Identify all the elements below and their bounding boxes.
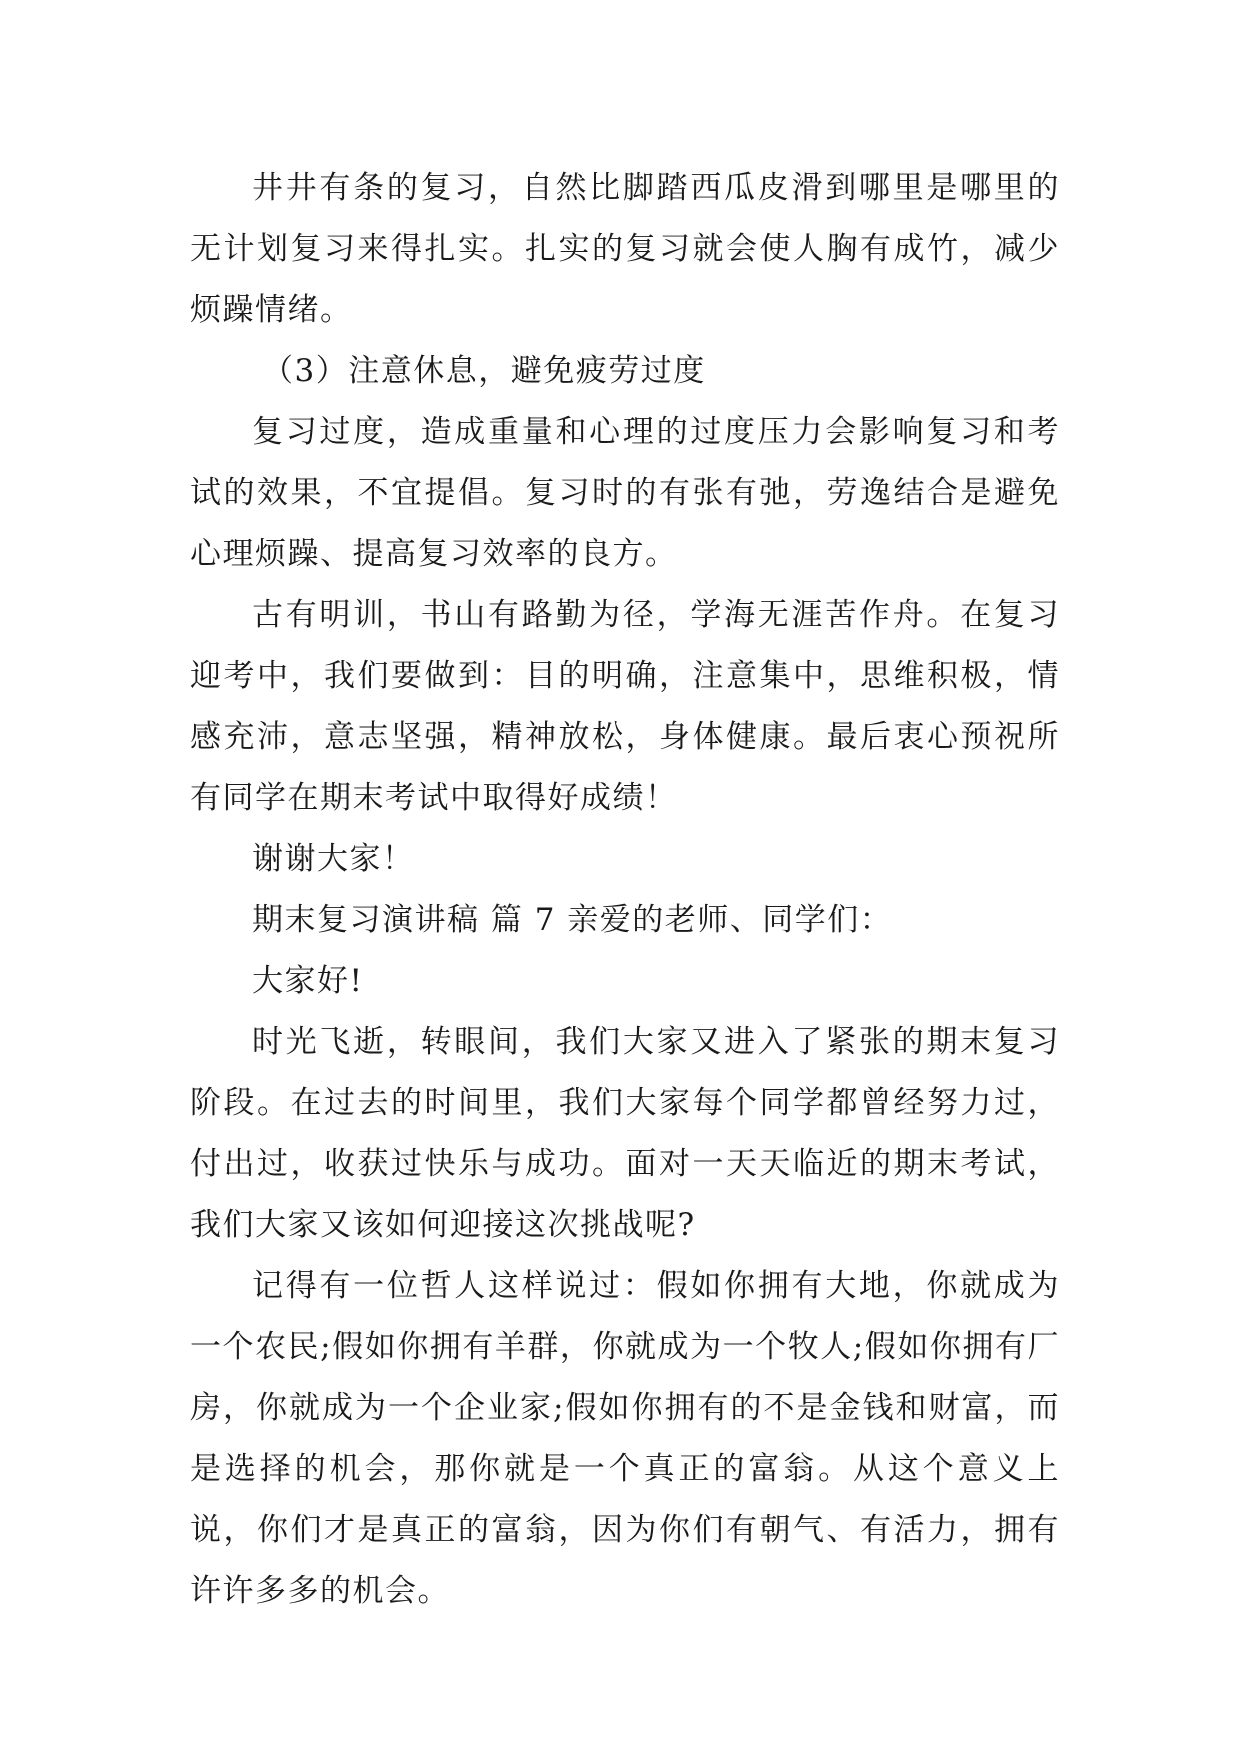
paragraph-philosopher: 记得有一位哲人这样说过：假如你拥有大地，你就成为一个农民;假如你拥有羊群，你就成为一个牧人;假如你拥有厂房，你就成为一个企业家;假如你拥有的不是金钱和财富，而是选择的机会，那你就是一个真正的富翁。从这个意义上说，你们才是真正的富翁，因为你们有朝气、有活力，拥有许许多多的机会。 (190, 1268, 1060, 1609)
document-body (190, 158, 1060, 1622)
paragraph-orderly-review: 井井有条的复习，自然比脚踏西瓜皮滑到哪里是哪里的无计划复习来得扎实。扎实的复习就会使人胸有成竹，减少烦躁情绪。 (190, 170, 1060, 328)
paragraph-ancient-motto: 古有明训，书山有路勤为径，学海无涯苦作舟。在复习迎考中，我们要做到：目的明确，注意集中，思维积极，情感充沛，意志坚强，精神放松，身体健康。最后衷心预祝所有同学在期末考试中取得好成绩！ (190, 597, 1060, 816)
paragraph-thanks: 谢谢大家！ (252, 841, 415, 877)
paragraph-greeting: 大家好! (252, 963, 364, 999)
speech-heading: 期末复习演讲稿 篇 7 亲爱的老师、同学们： (252, 902, 893, 938)
paragraph-time-flies: 时光飞逝，转眼间，我们大家又进入了紧张的期末复习阶段。在过去的时间里，我们大家每个同学都曾经努力过，付出过，收获过快乐与成功。面对一天天临近的期末考试，我们大家又该如何迎接这次挑战呢? (190, 1024, 1060, 1243)
subheading-rest: （3）注意休息，避免疲劳过度 (262, 353, 706, 389)
paragraph-overreview: 复习过度，造成重量和心理的过度压力会影响复习和考试的效果，不宜提倡。复习时的有张有弛，劳逸结合是避免心理烦躁、提高复习效率的良方。 (190, 414, 1060, 572)
